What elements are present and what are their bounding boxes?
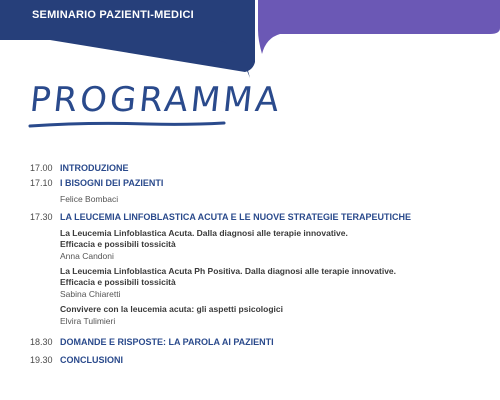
agenda-time: 17.00	[30, 163, 53, 173]
agenda-title: DOMANDE E RISPOSTE: LA PAROLA AI PAZIENTI	[60, 337, 274, 347]
talk-title-line2: Efficacia e possibili tossicità	[60, 239, 176, 249]
agenda-item	[30, 162, 490, 175]
header-bubble-purple	[258, 0, 500, 58]
agenda-time: 18.30	[30, 337, 53, 347]
agenda-title: LA LEUCEMIA LINFOBLASTICA ACUTA E LE NUOVE STRATEGIE TERAPEUTICHE	[60, 212, 411, 222]
speaker-name: Sabina Chiaretti	[60, 289, 121, 299]
agenda-time: 17.30	[30, 212, 53, 222]
talk-title: La Leucemia Linfoblastica Acuta. Dalla diagnosi alle terapie innovative.	[60, 228, 348, 238]
title-underline	[28, 120, 228, 132]
agenda-item	[30, 336, 490, 349]
talk-title: La Leucemia Linfoblastica Acuta Ph Positiva. Dalla diagnosi alle terapie innovative.	[60, 266, 397, 276]
page-title: PROGRAMMA	[27, 80, 284, 120]
seminar-subtitle: SEMINARIO PAZIENTI-MEDICI	[32, 9, 194, 21]
talk-title-line2: Efficacia e possibili tossicità	[60, 277, 176, 287]
agenda-time: 17.10	[30, 178, 53, 188]
agenda-item	[30, 211, 490, 331]
speaker-name: Anna Candoni	[60, 251, 114, 261]
agenda	[30, 162, 490, 369]
header-bubble-blue	[0, 0, 255, 80]
speaker-name: Elvira Tulimieri	[60, 316, 116, 326]
talk-title: Convivere con la leucemia acuta: gli aspetti psicologici	[60, 304, 283, 314]
agenda-title: CONCLUSIONI	[60, 355, 123, 365]
agenda-title: I BISOGNI DEI PAZIENTI	[60, 178, 164, 188]
agenda-title: INTRODUZIONE	[60, 163, 129, 173]
agenda-time: 19.30	[30, 355, 53, 365]
speaker-name: Felice Bombaci	[60, 194, 119, 204]
agenda-item	[30, 177, 490, 209]
agenda-item	[30, 354, 490, 367]
